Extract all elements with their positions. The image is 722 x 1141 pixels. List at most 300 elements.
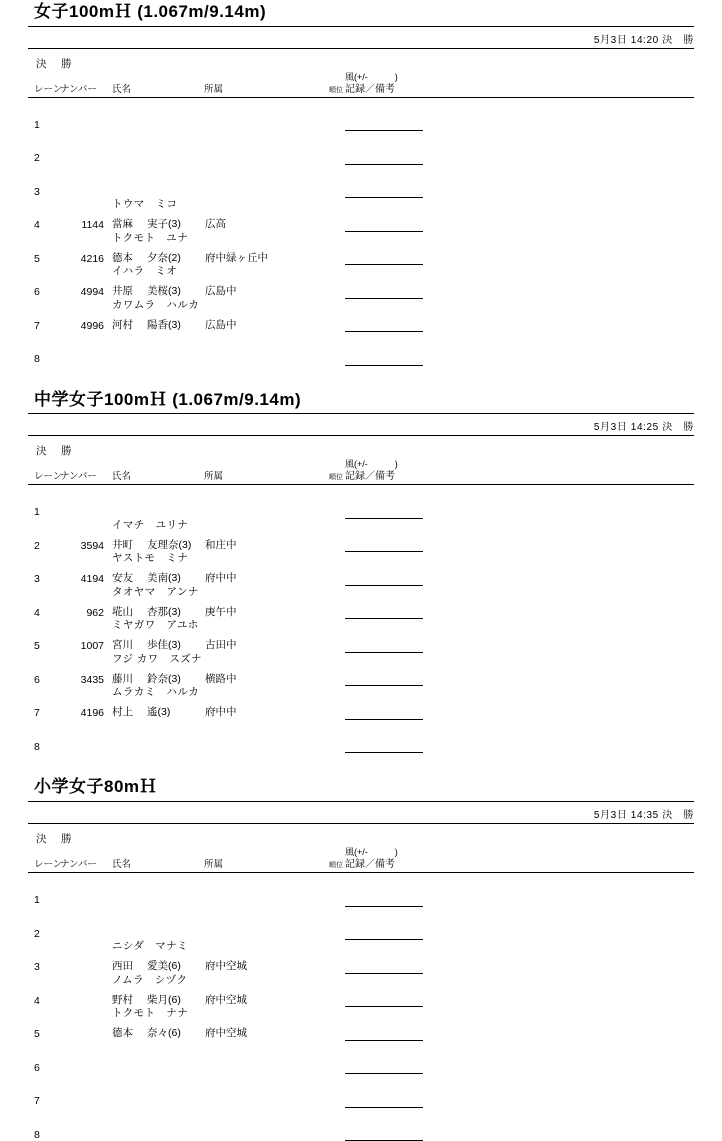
name-given: 柴月(6)	[147, 993, 181, 1006]
cell-team	[204, 496, 319, 518]
name-given: 鈴奈(3)	[147, 672, 181, 685]
cell-end-spacer	[423, 630, 694, 652]
name-kana	[112, 97, 204, 109]
table-row-kana	[28, 265, 694, 277]
table-row-kana	[28, 973, 694, 985]
table-row	[28, 243, 694, 265]
cell-name	[112, 630, 204, 652]
table-row-kana	[28, 231, 694, 243]
cell-team: 府中空城	[205, 960, 247, 973]
cell-end-spacer	[423, 109, 694, 131]
cell-rank	[319, 630, 345, 652]
cell-record	[345, 1052, 423, 1074]
cell-team: 府中中	[205, 706, 237, 719]
name-surname: 井町	[112, 538, 133, 551]
kana-rank-spacer	[319, 1040, 345, 1052]
table-row	[28, 985, 694, 1007]
kana-end-spacer	[423, 198, 694, 210]
kana-lane-spacer	[28, 298, 60, 310]
column-header-number: ナンバー	[60, 74, 112, 97]
kana-lane-spacer	[28, 265, 60, 277]
table-row	[28, 918, 694, 940]
cell-rank	[319, 951, 345, 973]
kana-rank-spacer	[319, 164, 345, 176]
kana-team-spacer	[204, 164, 319, 176]
table-row	[28, 563, 694, 585]
name-kana: トクモト ナナ	[112, 1007, 189, 1020]
name-kana: フジ カワ スズナ	[112, 652, 202, 665]
column-header-spacer	[423, 74, 694, 97]
kana-number-spacer	[60, 164, 112, 176]
cell-team	[204, 109, 319, 131]
name-kana: ムラカミ ハルカ	[112, 686, 200, 699]
kana-record-spacer	[345, 332, 423, 344]
kana-rank-spacer	[319, 1074, 345, 1086]
column-header-spacer	[423, 461, 694, 484]
table-row-kana	[28, 552, 694, 564]
name-kana	[112, 1040, 204, 1052]
name-surname: 德本	[112, 1027, 133, 1040]
kana-lane-spacer	[28, 332, 60, 344]
kana-team-spacer	[204, 585, 319, 597]
results-table	[28, 461, 694, 753]
cell-team	[204, 731, 319, 753]
table-row-kana	[28, 97, 694, 109]
table-row	[28, 276, 694, 298]
cell-name	[112, 343, 204, 365]
event-block	[0, 775, 722, 1141]
cell-rank	[319, 1018, 345, 1040]
kana-lane-spacer	[28, 198, 60, 210]
name-surname: 宮川	[112, 639, 133, 652]
kana-team-spacer	[204, 1007, 319, 1019]
kana-team-spacer	[204, 619, 319, 631]
column-header-team: 所属	[204, 849, 319, 872]
event-title: 小学女子80mＨ	[34, 777, 158, 797]
cell-name	[112, 276, 204, 298]
column-header-rank: 順位	[319, 74, 345, 97]
cell-number	[60, 176, 112, 198]
cell-name	[112, 530, 204, 552]
cell-end-spacer	[423, 176, 694, 198]
kana-lane-spacer	[28, 873, 60, 885]
table-row-kana	[28, 518, 694, 530]
cell-record	[345, 276, 423, 298]
kana-number-spacer	[60, 131, 112, 143]
kana-number-spacer	[60, 1074, 112, 1086]
kana-record-spacer	[345, 552, 423, 564]
cell-end-spacer	[423, 243, 694, 265]
cell-lane: 4	[34, 606, 40, 619]
results-table	[28, 849, 694, 1141]
cell-team: 古田中	[205, 639, 237, 652]
kana-lane-spacer	[28, 1007, 60, 1019]
cell-record	[345, 918, 423, 940]
name-given: 夕奈(2)	[147, 251, 181, 264]
cell-record	[345, 951, 423, 973]
kana-record-spacer	[345, 1107, 423, 1119]
cell-rank	[319, 664, 345, 686]
cell-rank	[319, 1085, 345, 1107]
kana-number-spacer	[60, 1007, 112, 1019]
table-row-kana	[28, 686, 694, 698]
name-kana: ヤストモ ミナ	[112, 552, 189, 565]
name-kana: ノムラ シヅク	[112, 973, 188, 986]
cell-rank	[319, 310, 345, 332]
cell-number: 4194	[80, 573, 104, 586]
kana-rank-spacer	[319, 906, 345, 918]
kana-end-spacer	[423, 485, 694, 497]
event-schedule: 5月3日 14:35 決 勝	[593, 810, 694, 822]
kana-end-spacer	[423, 265, 694, 277]
cell-record	[345, 630, 423, 652]
kana-lane-spacer	[28, 719, 60, 731]
kana-lane-spacer	[28, 231, 60, 243]
event-block	[0, 0, 722, 366]
table-row-kana	[28, 652, 694, 664]
kana-end-spacer	[423, 1074, 694, 1086]
name-kana	[112, 906, 204, 918]
cell-lane: 2	[34, 927, 40, 940]
kana-lane-spacer	[28, 686, 60, 698]
cell-team: 広高	[205, 218, 226, 231]
kana-record-spacer	[345, 973, 423, 985]
kana-end-spacer	[423, 686, 694, 698]
cell-lane: 7	[34, 319, 40, 332]
event-title: 女子100mＨ (1.067m/9.14m)	[34, 2, 267, 21]
cell-lane: 8	[34, 740, 40, 753]
kana-record-spacer	[345, 1040, 423, 1052]
kana-record-spacer	[345, 518, 423, 530]
column-header-name: 氏名	[112, 849, 204, 872]
cell-number: 3594	[80, 539, 104, 552]
kana-rank-spacer	[319, 485, 345, 497]
name-kana: イハラ ミオ	[112, 265, 178, 278]
cell-name	[112, 597, 204, 619]
cell-rank	[319, 209, 345, 231]
name-kana	[112, 1107, 204, 1119]
table-row	[28, 664, 694, 686]
table-row-kana	[28, 585, 694, 597]
cell-number	[60, 1052, 112, 1074]
cell-team	[204, 142, 319, 164]
cell-team: 横路中	[205, 672, 237, 685]
name-kana: トウマ ミコ	[112, 198, 178, 211]
cell-lane: 3	[34, 185, 40, 198]
cell-team	[204, 176, 319, 198]
table-row-kana	[28, 940, 694, 952]
table-row-kana	[28, 485, 694, 497]
cell-lane: 2	[34, 152, 40, 165]
column-header-number: ナンバー	[60, 461, 112, 484]
kana-rank-spacer	[319, 686, 345, 698]
kana-team-spacer	[204, 973, 319, 985]
kana-end-spacer	[423, 1040, 694, 1052]
cell-number: 962	[86, 606, 104, 619]
cell-rank	[319, 884, 345, 906]
cell-name	[112, 1018, 204, 1040]
cell-lane: 8	[34, 1128, 40, 1141]
name-kana	[112, 131, 204, 143]
cell-team	[204, 884, 319, 906]
kana-lane-spacer	[28, 97, 60, 109]
kana-record-spacer	[345, 940, 423, 952]
kana-number-spacer	[60, 585, 112, 597]
kana-end-spacer	[423, 231, 694, 243]
kana-team-spacer	[204, 719, 319, 731]
kana-team-spacer	[204, 686, 319, 698]
cell-rank	[319, 563, 345, 585]
kana-end-spacer	[423, 585, 694, 597]
cell-record	[345, 310, 423, 332]
kana-rank-spacer	[319, 619, 345, 631]
kana-end-spacer	[423, 619, 694, 631]
kana-lane-spacer	[28, 973, 60, 985]
table-row	[28, 630, 694, 652]
table-row-kana	[28, 1007, 694, 1019]
kana-team-spacer	[204, 1107, 319, 1119]
kana-end-spacer	[423, 131, 694, 143]
cell-number	[60, 1018, 112, 1040]
cell-end-spacer	[423, 597, 694, 619]
event-title: 中学女子100mＨ (1.067m/9.14m)	[34, 389, 302, 409]
cell-team: 府中緑ヶ丘中	[205, 251, 268, 264]
kana-lane-spacer	[28, 619, 60, 631]
kana-number-spacer	[60, 619, 112, 631]
cell-name	[112, 1119, 204, 1141]
cell-lane: 1	[34, 894, 40, 907]
cell-lane: 5	[34, 640, 40, 653]
table-row-kana	[28, 719, 694, 731]
table-row	[28, 597, 694, 619]
table-row	[28, 142, 694, 164]
cell-number	[60, 142, 112, 164]
cell-lane: 7	[34, 1095, 40, 1108]
cell-end-spacer	[423, 310, 694, 332]
column-header-lane: レーン	[28, 461, 60, 484]
table-row	[28, 884, 694, 906]
cell-end-spacer	[423, 985, 694, 1007]
cell-lane: 3	[34, 961, 40, 974]
name-given: 奈々(6)	[147, 1027, 181, 1040]
cell-record	[345, 530, 423, 552]
cell-number: 4196	[80, 707, 104, 720]
kana-team-spacer	[204, 1040, 319, 1052]
cell-team: 庚午中	[205, 605, 237, 618]
cell-lane: 2	[34, 539, 40, 552]
cell-record	[345, 731, 423, 753]
kana-record-spacer	[345, 585, 423, 597]
name-surname: 西田	[112, 960, 133, 973]
kana-end-spacer	[423, 719, 694, 731]
section-gap	[0, 366, 722, 388]
kana-lane-spacer	[28, 485, 60, 497]
cell-record	[345, 1119, 423, 1141]
column-header-rank: 順位	[319, 461, 345, 484]
kana-record-spacer	[345, 1074, 423, 1086]
kana-team-spacer	[204, 198, 319, 210]
kana-record-spacer	[345, 485, 423, 497]
cell-record	[345, 697, 423, 719]
column-header-team: 所属	[204, 461, 319, 484]
cell-end-spacer	[423, 1052, 694, 1074]
cell-number	[60, 918, 112, 940]
table-row-kana	[28, 619, 694, 631]
kana-number-spacer	[60, 719, 112, 731]
column-header-record-label: 記録／備考	[345, 471, 395, 483]
cell-name	[112, 884, 204, 906]
kana-number-spacer	[60, 332, 112, 344]
column-header-name: 氏名	[112, 461, 204, 484]
cell-end-spacer	[423, 1085, 694, 1107]
kana-team-spacer	[204, 131, 319, 143]
cell-team	[204, 918, 319, 940]
table-row	[28, 1119, 694, 1141]
table-row	[28, 1052, 694, 1074]
kana-rank-spacer	[319, 1107, 345, 1119]
cell-number	[60, 343, 112, 365]
kana-rank-spacer	[319, 585, 345, 597]
kana-number-spacer	[60, 940, 112, 952]
event-schedule: 5月3日 14:20 決 勝	[593, 34, 694, 46]
kana-team-spacer	[204, 265, 319, 277]
kana-team-spacer	[204, 552, 319, 564]
kana-rank-spacer	[319, 873, 345, 885]
cell-lane: 7	[34, 707, 40, 720]
kana-team-spacer	[204, 231, 319, 243]
name-given: 友理奈(3)	[147, 538, 192, 551]
cell-record	[345, 496, 423, 518]
name-kana	[112, 1074, 204, 1086]
kana-number-spacer	[60, 231, 112, 243]
table-header-row	[28, 849, 694, 872]
kana-number-spacer	[60, 686, 112, 698]
name-kana: タオヤマ アンナ	[112, 585, 199, 598]
cell-record	[345, 142, 423, 164]
kana-end-spacer	[423, 940, 694, 952]
table-row	[28, 109, 694, 131]
cell-name	[112, 1085, 204, 1107]
cell-lane: 8	[34, 353, 40, 366]
kana-end-spacer	[423, 973, 694, 985]
cell-rank	[319, 109, 345, 131]
cell-team	[204, 1052, 319, 1074]
table-row	[28, 1018, 694, 1040]
cell-end-spacer	[423, 530, 694, 552]
cell-number	[60, 731, 112, 753]
cell-name	[112, 109, 204, 131]
kana-rank-spacer	[319, 298, 345, 310]
kana-number-spacer	[60, 1040, 112, 1052]
cell-lane: 6	[34, 1061, 40, 1074]
cell-end-spacer	[423, 496, 694, 518]
table-row	[28, 310, 694, 332]
cell-team: 府中中	[205, 572, 237, 585]
cell-name	[112, 310, 204, 332]
table-row-kana	[28, 131, 694, 143]
cell-rank	[319, 276, 345, 298]
cell-number	[60, 496, 112, 518]
round-label: 決 勝	[36, 445, 74, 458]
cell-end-spacer	[423, 563, 694, 585]
cell-record	[345, 176, 423, 198]
cell-end-spacer	[423, 209, 694, 231]
table-row-kana	[28, 298, 694, 310]
cell-name	[112, 142, 204, 164]
kana-end-spacer	[423, 1107, 694, 1119]
name-surname: 埖山	[112, 605, 133, 618]
name-surname: 井原	[112, 285, 133, 298]
kana-number-spacer	[60, 552, 112, 564]
kana-record-spacer	[345, 97, 423, 109]
kana-lane-spacer	[28, 518, 60, 530]
cell-rank	[319, 985, 345, 1007]
cell-rank	[319, 731, 345, 753]
kana-team-spacer	[204, 298, 319, 310]
cell-number	[60, 884, 112, 906]
kana-record-spacer	[345, 719, 423, 731]
table-row	[28, 343, 694, 365]
cell-team: 府中空城	[205, 1027, 247, 1040]
kana-lane-spacer	[28, 1074, 60, 1086]
table-row	[28, 697, 694, 719]
table-row-kana	[28, 906, 694, 918]
cell-name	[112, 951, 204, 973]
cell-rank	[319, 918, 345, 940]
cell-team	[204, 1085, 319, 1107]
kana-number-spacer	[60, 485, 112, 497]
column-header-wind: 風(+/- )	[345, 459, 398, 470]
kana-rank-spacer	[319, 97, 345, 109]
kana-team-spacer	[204, 906, 319, 918]
kana-team-spacer	[204, 485, 319, 497]
kana-number-spacer	[60, 973, 112, 985]
cell-lane: 5	[34, 252, 40, 265]
cell-rank	[319, 530, 345, 552]
kana-end-spacer	[423, 518, 694, 530]
cell-name	[112, 496, 204, 518]
cell-end-spacer	[423, 951, 694, 973]
cell-end-spacer	[423, 664, 694, 686]
kana-record-spacer	[345, 131, 423, 143]
kana-rank-spacer	[319, 552, 345, 564]
cell-number	[60, 109, 112, 131]
kana-end-spacer	[423, 164, 694, 176]
cell-rank	[319, 697, 345, 719]
kana-end-spacer	[423, 906, 694, 918]
cell-rank	[319, 1052, 345, 1074]
kana-team-spacer	[204, 332, 319, 344]
cell-rank	[319, 597, 345, 619]
cell-lane: 6	[34, 673, 40, 686]
table-row-kana	[28, 1107, 694, 1119]
kana-lane-spacer	[28, 585, 60, 597]
cell-record	[345, 1085, 423, 1107]
name-kana	[112, 719, 204, 731]
name-kana	[112, 873, 204, 885]
kana-record-spacer	[345, 873, 423, 885]
cell-lane: 5	[34, 1028, 40, 1041]
cell-name	[112, 209, 204, 231]
name-given: 歩佳(3)	[147, 639, 181, 652]
cell-number: 1144	[81, 219, 104, 232]
cell-team: 広島中	[205, 285, 237, 298]
kana-team-spacer	[204, 97, 319, 109]
name-given: 実子(3)	[147, 218, 181, 231]
cell-team	[204, 343, 319, 365]
cell-record	[345, 985, 423, 1007]
cell-name	[112, 985, 204, 1007]
